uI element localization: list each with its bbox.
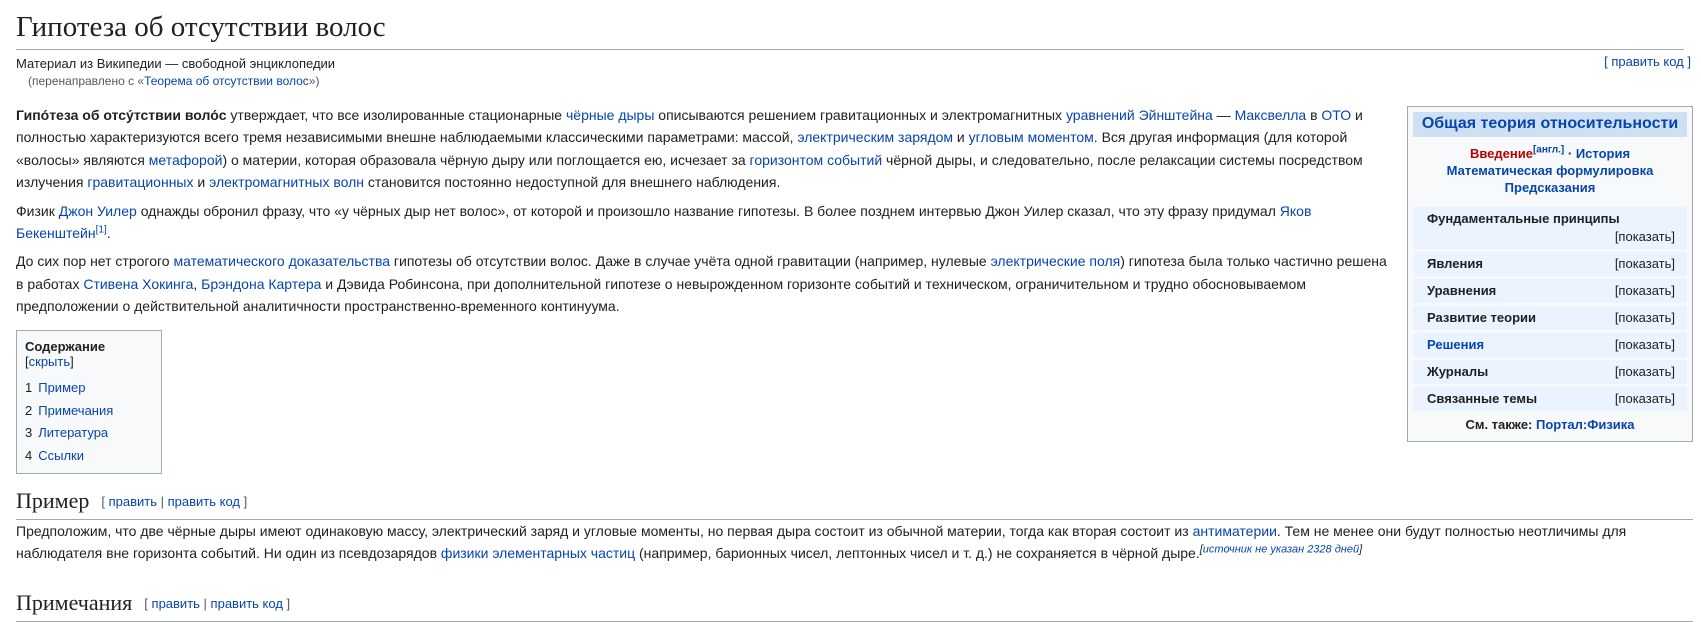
link-metaphor[interactable]: метафорой <box>148 151 223 168</box>
infobox-row-label: Связанные темы <box>1427 391 1538 406</box>
table-of-contents <box>16 330 162 474</box>
intro-paragraph-1 <box>16 104 1390 194</box>
infobox-row-link[interactable]: Решения <box>1427 337 1485 352</box>
toc-link[interactable]: Пример <box>38 380 86 395</box>
redirect-note <box>28 74 319 88</box>
link-einstein-equations[interactable]: уравнений Эйнштейна <box>1065 107 1213 123</box>
section-example-body <box>16 520 1676 565</box>
text: [ <box>1199 543 1203 556</box>
link-gravitational[interactable]: гравитационных <box>87 174 194 191</box>
toc-link[interactable]: Литература <box>38 425 109 440</box>
separator: · <box>1564 146 1576 161</box>
text: утверждает, что все изолированные стационарные <box>226 107 566 123</box>
article-body <box>16 104 1390 324</box>
text: , <box>193 275 202 292</box>
edit-code-link[interactable]: [ править код ] <box>1604 54 1691 69</box>
text: чёрной дыры, и следовательно, после релаксации системы посредством излучения <box>16 151 1363 191</box>
text: . <box>106 225 111 242</box>
portal-physics-link[interactable]: Портал:Физика <box>1536 417 1635 432</box>
show-toggle[interactable]: [показать] <box>1614 283 1675 298</box>
text: | <box>157 494 168 509</box>
show-toggle[interactable]: [показать] <box>1614 229 1675 244</box>
section-title: Примечания <box>16 590 133 615</box>
infobox-intro-lang[interactable]: [англ.] <box>1532 144 1565 156</box>
link-hawking[interactable]: Стивена Хокинга <box>83 275 194 292</box>
text: описываются решением гравитационных и электромагнитных <box>654 107 1066 123</box>
link-em-waves[interactable]: электромагнитных волн <box>209 174 364 191</box>
infobox <box>1407 106 1693 442</box>
toc-number: 4 <box>25 447 33 463</box>
infobox-row-phenomena <box>1413 252 1687 276</box>
infobox-row-label: Фундаментальные принципы <box>1427 211 1620 226</box>
infobox-row-solutions <box>1413 333 1687 357</box>
text: [ <box>144 596 152 611</box>
toc-number: 2 <box>25 402 33 418</box>
infobox-row-principles <box>1413 207 1687 249</box>
text: . Вся другая информация (для которой «волосы» являются <box>16 129 1348 168</box>
section-heading-example <box>16 486 1693 520</box>
lead-term: Гипо́теза об отсу́тствии воло́с <box>16 107 227 123</box>
text: гипотезы об отсутствии волос. Даже в случае учёта одной гравитации (например, нулевые <box>390 253 991 270</box>
show-toggle[interactable]: [показать] <box>1614 391 1675 406</box>
text: становится постоянно недоступной для внешнего наблюдения. <box>364 174 781 191</box>
text: — <box>1212 107 1235 123</box>
text: и Дэвида Робинсона, при дополнительной гипотезе о невырожденном горизонте событий и техническом, ограничительном и трудно обосновываемом предположении о действительной аналитичности пространственно-временного континуума. <box>16 275 1306 315</box>
text: однажды обронил фразу, что «у чёрных дыр нет волос», от которой и произошло название гипотезы. В более позднем интервью Джон Уилер сказал, что эту фразу придумал <box>136 202 1280 219</box>
intro-paragraph-2 <box>16 200 1390 245</box>
infobox-links <box>1413 137 1687 204</box>
infobox-row-label: Уравнения <box>1427 283 1497 298</box>
intro-paragraph-3 <box>16 250 1390 317</box>
link-particle-physics[interactable]: физики элементарных частиц <box>440 545 636 562</box>
text: | <box>199 596 211 611</box>
infobox-row-equations <box>1413 279 1687 303</box>
infobox-row-label: Явления <box>1427 256 1483 271</box>
text: ] <box>282 596 291 611</box>
text: ) гипотеза была только частично решена в работах <box>16 253 1387 292</box>
toc-link[interactable]: Ссылки <box>38 447 85 463</box>
text: и <box>953 129 969 146</box>
link-carter[interactable]: Брэндона Картера <box>201 275 322 292</box>
text: [ <box>25 354 29 369</box>
redirect-prefix: (перенаправлено с « <box>28 74 145 88</box>
link-black-holes[interactable]: чёрные дыры <box>565 107 655 123</box>
infobox-row-related <box>1413 387 1687 411</box>
show-toggle[interactable]: [показать] <box>1614 310 1675 325</box>
infobox-history-link[interactable]: История <box>1575 146 1631 161</box>
text: (например, барионных чисел, лептонных чисел и т. д.) не сохраняется в чёрной дыре. <box>635 545 1200 562</box>
infobox-title[interactable]: Общая теория относительности <box>1413 112 1687 137</box>
toc-number: 3 <box>25 425 33 440</box>
redirect-suffix: ») <box>308 74 320 88</box>
section-title: Пример <box>16 488 90 513</box>
toc-item[interactable] <box>25 445 153 468</box>
toc-item[interactable] <box>25 400 153 423</box>
link-math-proof[interactable]: математического доказательства <box>173 253 391 270</box>
toc-link[interactable]: Примечания <box>38 402 114 418</box>
text: ] <box>70 354 74 369</box>
toc-list <box>25 377 153 467</box>
text: До сих пор нет строгого <box>16 253 174 270</box>
infobox-predictions-link[interactable]: Предсказания <box>1504 180 1596 195</box>
link-electric-charge[interactable]: электрическим зарядом <box>797 129 954 146</box>
infobox-math-link[interactable]: Математическая формулировка <box>1446 163 1654 178</box>
text: в <box>1306 107 1322 123</box>
toc-item[interactable] <box>25 422 153 445</box>
edit-section-link[interactable]: править <box>108 494 157 509</box>
toc-number: 1 <box>25 380 33 395</box>
infobox-intro-link[interactable]: Введение <box>1469 146 1533 161</box>
reference-1[interactable]: [1] <box>95 224 107 236</box>
link-maxwell[interactable]: Максвелла <box>1234 107 1307 123</box>
infobox-see-also <box>1413 411 1687 436</box>
link-gr[interactable]: ОТО <box>1321 107 1352 123</box>
citation-needed <box>1200 544 1362 556</box>
section-edit-links <box>101 494 247 509</box>
link-bekenstein[interactable]: Яков Бекенштейн <box>16 202 1312 242</box>
site-subtitle: Материал из Википедии — свободной энциклопедии <box>16 56 336 71</box>
text: ] <box>1359 543 1363 556</box>
text: Предположим, что две чёрные дыры имеют одинаковую массу, электрический заряд и угловые моменты, но первая дыра состоит из обычной материи, тогда как вторая состоит из <box>16 523 1193 539</box>
redirect-link[interactable]: Теорема об отсутствии волос <box>144 74 309 88</box>
text: Физик <box>16 202 59 219</box>
infobox-row-journals <box>1413 360 1687 384</box>
edit-section-link[interactable]: править <box>151 596 200 611</box>
toc-item[interactable] <box>25 377 153 400</box>
link-angular-momentum[interactable]: угловым моментом <box>968 129 1094 146</box>
text: и <box>193 174 210 191</box>
link-wheeler[interactable]: Джон Уилер <box>58 202 137 219</box>
infobox-row-label: Развитие теории <box>1427 310 1536 325</box>
toc-toggle-wrap <box>25 354 74 369</box>
toc-toggle[interactable]: скрыть <box>28 354 71 369</box>
section-heading-notes <box>16 588 1693 622</box>
text: . Тем не менее они будут полностью неотличимы для наблюдателя вне горизонта событий. Ни один из псевдозарядов <box>16 523 1627 562</box>
link-antimatter[interactable]: антиматерии <box>1192 523 1277 539</box>
toc-heading: Содержание <box>25 339 106 354</box>
section-edit-links <box>144 596 290 611</box>
see-also-label: См. также: <box>1465 417 1537 432</box>
edit-section-code-link[interactable]: править код <box>167 494 240 509</box>
edit-section-code-link[interactable]: править код <box>210 596 283 611</box>
citation-needed-link[interactable]: источник не указан 2328 дней <box>1202 543 1360 556</box>
text: ) о материи, которая образовала чёрную дыру или поглощается ею, исчезает за <box>222 151 750 168</box>
page-title: Гипотеза об отсутствии волос <box>16 8 1684 50</box>
show-toggle[interactable]: [показать] <box>1614 364 1675 379</box>
show-toggle[interactable]: [показать] <box>1614 337 1675 352</box>
infobox-row-label: Журналы <box>1427 364 1489 379</box>
infobox-row-development <box>1413 306 1687 330</box>
text: [ <box>101 494 109 509</box>
show-toggle[interactable]: [показать] <box>1614 256 1675 271</box>
link-electric-fields[interactable]: электрические поля <box>990 253 1121 270</box>
text: и полностью характеризуются всего тремя независимыми внешне наблюдаемыми классическими параметрами: массой, <box>16 107 1363 146</box>
link-event-horizon[interactable]: горизонтом событий <box>749 151 883 168</box>
toc-heading-row <box>25 339 153 369</box>
text: ] <box>239 494 248 509</box>
